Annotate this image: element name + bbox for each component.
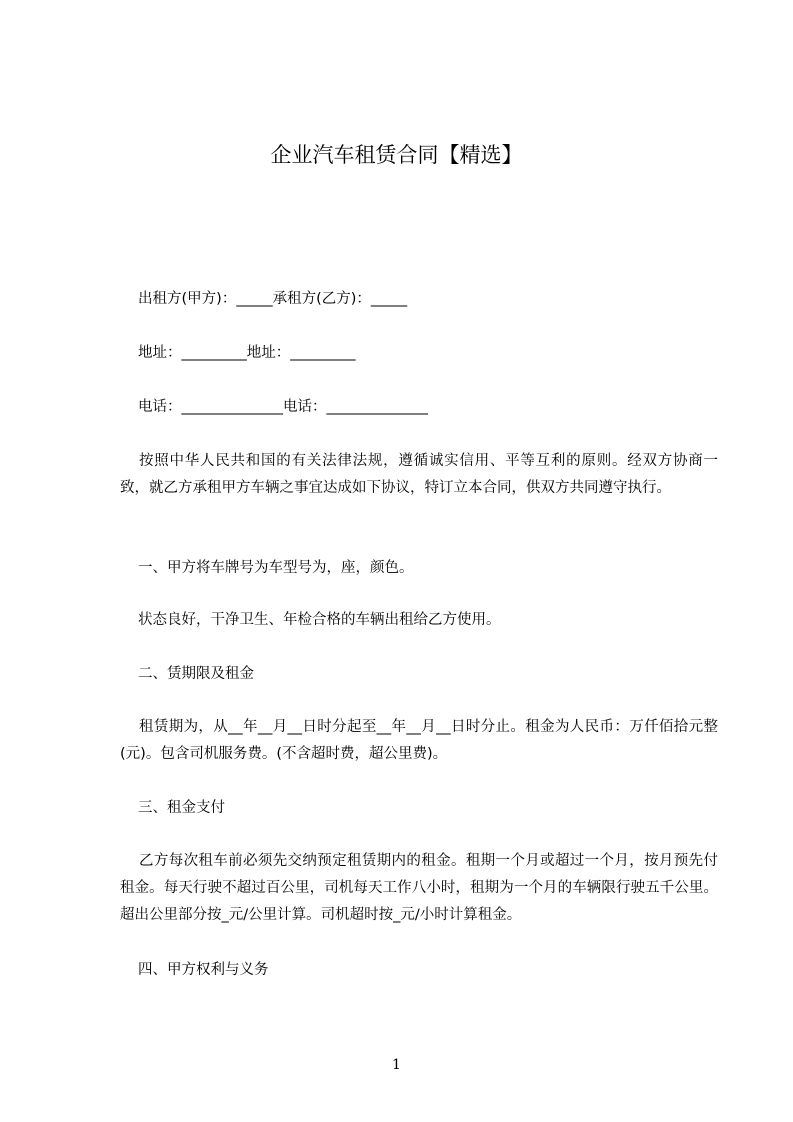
section-1-heading: 一、甲方将车牌号为车型号为，座，颜色。 — [138, 560, 414, 576]
section-1-text: 状态良好，干净卫生、年检合格的车辆出租给乙方使用。 — [138, 612, 501, 628]
section-4-heading: 四、甲方权利与义务 — [138, 962, 269, 978]
intro-paragraph: 按照中华人民共和国的有关法律法规，遵循诚实信用、平等互利的原则。经双方协商一致，就乙方承租甲方车辆之事宜达成如下协议，特订立本合同，供双方共同遵守执行。 — [120, 453, 718, 496]
parties-line: 出租方(甲方)：_____承租方(乙方)：_____ — [138, 291, 408, 307]
address-line: 地址：_________地址：_________ — [138, 345, 356, 361]
phone-line: 电话：______________电话：______________ — [138, 399, 428, 415]
document-title: 企业汽车租赁合同【精选】 — [270, 143, 523, 167]
page-number: 1 — [392, 1057, 401, 1073]
section-2-heading: 二、赁期限及租金 — [138, 666, 254, 682]
section-3-paragraph: 乙方每次租车前必须先交纳预定租赁期内的租金。租期一个月或超过一个月，按月预先付租金。每天行驶不超过百公里，司机每天工作八小时，租期为一个月的车辆限行驶五千公里。超出公里部分按_元/公里计算。司机超时按_元/小时计算租金。 — [120, 853, 718, 923]
section-3-heading: 三、租金支付 — [138, 800, 225, 816]
section-2-paragraph: 租赁期为，从__年__月__日时分起至__年__月__日时分止。租金为人民币：万仟佰拾元整(元)。包含司机服务费。(不含超时费，超公里费)。 — [120, 719, 718, 762]
